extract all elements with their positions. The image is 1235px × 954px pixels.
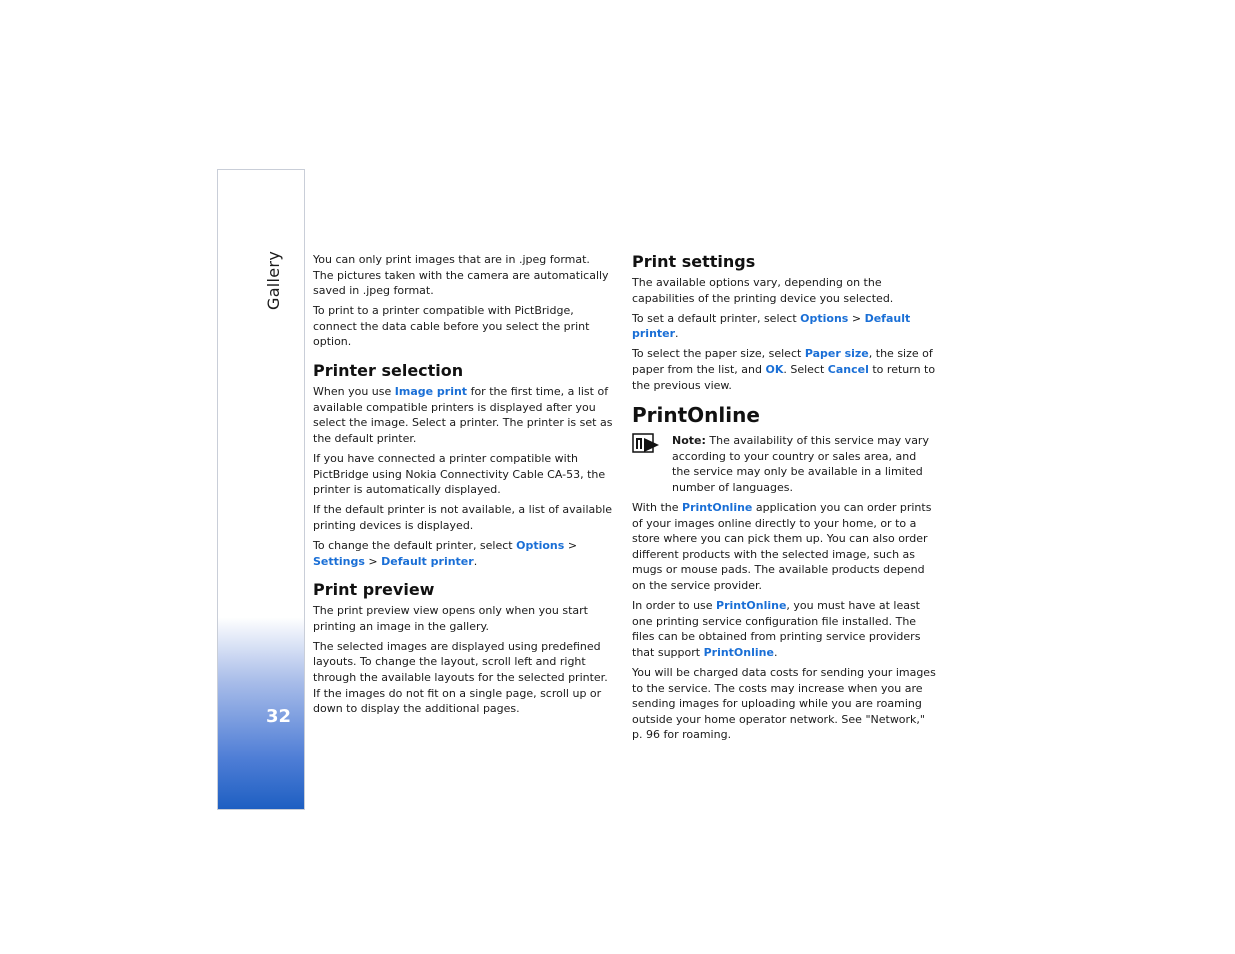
note-text: The availability of this service may vary according to your country or sales area, and the service may only be available in a limited number of languages. [672,434,929,494]
print-preview-p2: The selected images are displayed using predefined layouts. To change the layout, scroll left and right through the available layouts for the selected printer. If the images do not fit on a single page, scroll up or down to display the additional pages. [313,639,608,716]
printer-selection-p2: If you have connected a printer compatible with PictBridge using Nokia Connectivity Cable CA-53, the printer is automatically displayed. [313,451,606,497]
printonline-keyword: PrintOnline [703,645,774,659]
cancel-keyword: Cancel [827,362,869,376]
printer-selection-p1: When you use Image print for the first time, a list of available compatible printers is displayed after you select the image. Select a printer. The printer is set as the default printer. [313,385,613,445]
printer-selection-heading: Printer selection [313,361,464,381]
print-settings-p1: The available options vary, depending on the capabilities of the printing device you selected. [632,276,894,305]
print-preview-heading: Print preview [313,580,435,600]
printonline-keyword: PrintOnline [716,599,787,613]
printonline-heading: PrintOnline [632,403,760,428]
sidebar-tab [217,169,305,810]
default-printer-keyword: Default printer [381,554,474,568]
printer-selection-p4: To change the default printer, select Options > Settings > Default printer. [313,538,578,568]
note-icon [632,433,660,453]
left-column [313,252,613,721]
options-keyword: Options [516,538,565,552]
settings-keyword: Settings [313,554,365,568]
print-settings-p3: To select the paper size, select Paper size, the size of paper from the list, and OK. Select Cancel to return to the previous view. [632,347,936,392]
section-label: Gallery [264,250,283,310]
right-column [632,252,936,747]
note-label: Note: [672,434,706,448]
pictbridge-paragraph: To print to a printer compatible with PictBridge, connect the data cable before you select the print option. [313,304,590,349]
page-number: 32 [266,706,292,727]
print-preview-p1: The print preview view opens only when you start printing an image in the gallery. [313,604,588,633]
image-print-keyword: Image print [394,385,468,399]
printonline-p3: You will be charged data costs for sending your images to the service. The costs may increase when you are sending images for uploading while you are roaming outside your home operator network. See "Network," p. 96 for roaming. [632,665,936,742]
intro-paragraph: You can only print images that are in .jpeg format. The pictures taken with the camera are automatically saved in .jpeg format. [313,253,609,298]
default-printer-keyword: Default printer [632,311,911,341]
printonline-keyword: PrintOnline [682,501,753,515]
note-box [632,433,936,495]
paper-size-keyword: Paper size [804,347,869,361]
printer-selection-p3: If the default printer is not available, a list of available printing devices is displayed. [313,503,613,532]
printonline-p1: With the PrintOnline application you can order prints of your images online directly to your home, or to a store where you can pick them up. You can also order different products with the selected image, such as mugs or mouse pads. The available products depend on the service provider. [632,501,932,592]
ok-keyword: OK [765,362,784,376]
print-settings-p2: To set a default printer, select Options > Default printer. [632,311,911,341]
options-keyword: Options [800,311,849,325]
print-settings-heading: Print settings [632,252,756,271]
printonline-p2: In order to use PrintOnline, you must have at least one printing service configuration file installed. The files can be obtained from printing service providers that support PrintOnline. [632,599,921,659]
